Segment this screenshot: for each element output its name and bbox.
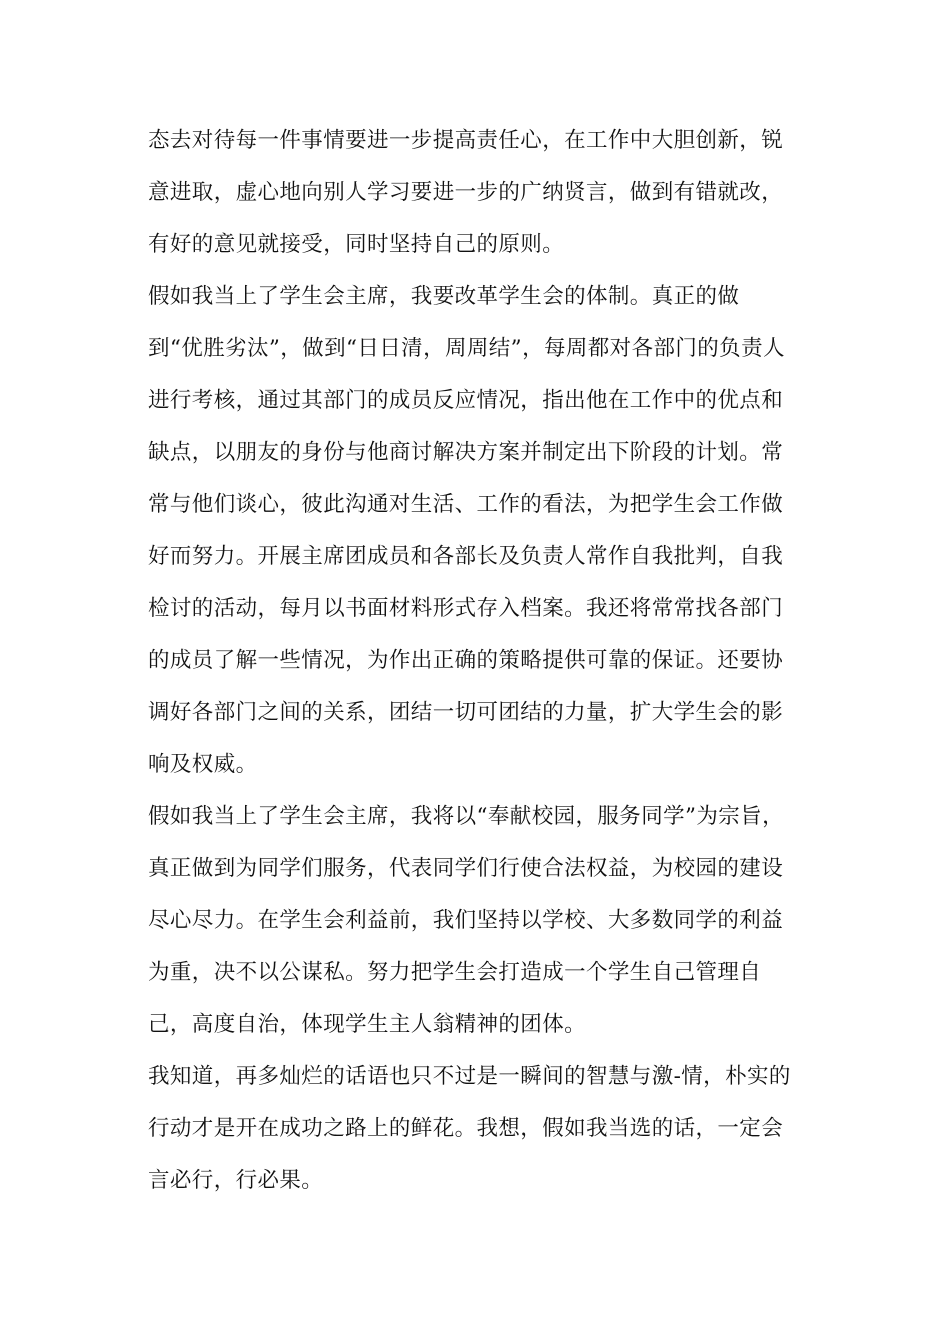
paragraph-3 — [148, 791, 813, 1051]
text-line: 响及权威。 — [148, 752, 258, 777]
text-line: 缺点，以朋友的身份与他商讨解决方案并制定出下阶段的计划。常 — [148, 440, 784, 465]
text-line: 意进取，虚心地向别人学习要进一步的广纳贤言，做到有错就改， — [148, 180, 784, 205]
text-line: 检讨的活动，每月以书面材料形式存入档案。我还将常常找各部门 — [148, 596, 784, 621]
text-line: 己，高度自治，体现学生主人翁精神的团体。 — [148, 1012, 587, 1037]
paragraph-1 — [148, 115, 813, 271]
text-line: 行动才是开在成功之路上的鲜花。我想，假如我当选的话，一定会 — [148, 1116, 784, 1141]
text-line: 有好的意见就接受，同时坚持自己的原则。 — [148, 232, 565, 257]
paragraph-4 — [148, 1051, 813, 1207]
text-line: 到“优胜劣汰”，做到“日日清，周周结”，每周都对各部门的负责人 — [148, 336, 785, 361]
paragraph-2 — [148, 271, 813, 791]
text-line: 假如我当上了学生会主席，我将以“奉献校园，服务同学”为宗旨， — [148, 804, 784, 829]
text-line: 尽心尽力。在学生会利益前，我们坚持以学校、大多数同学的利益 — [148, 908, 784, 933]
text-line: 好而努力。开展主席团成员和各部长及负责人常作自我批判，自我 — [148, 544, 784, 569]
text-line: 假如我当上了学生会主席，我要改革学生会的体制。真正的做 — [148, 284, 740, 309]
text-line: 真正做到为同学们服务，代表同学们行使合法权益，为校园的建设 — [148, 856, 784, 881]
text-line: 态去对待每一件事情要进一步提高责任心，在工作中大胆创新，锐 — [148, 128, 784, 153]
text-line: 言必行，行必果。 — [148, 1168, 324, 1193]
text-line: 为重，决不以公谋私。努力把学生会打造成一个学生自己管理自 — [148, 960, 762, 985]
document-body — [148, 115, 813, 1207]
text-line: 的成员了解一些情况，为作出正确的策略提供可靠的保证。还要协 — [148, 648, 784, 673]
text-line: 调好各部门之间的关系，团结一切可团结的力量，扩大学生会的影 — [148, 700, 784, 725]
text-line: 进行考核，通过其部门的成员反应情况，指出他在工作中的优点和 — [148, 388, 784, 413]
text-line: 常与他们谈心，彼此沟通对生活、工作的看法，为把学生会工作做 — [148, 492, 784, 517]
text-line: 我知道，再多灿烂的话语也只不过是一瞬间的智慧与激-情，朴实的 — [148, 1064, 791, 1089]
